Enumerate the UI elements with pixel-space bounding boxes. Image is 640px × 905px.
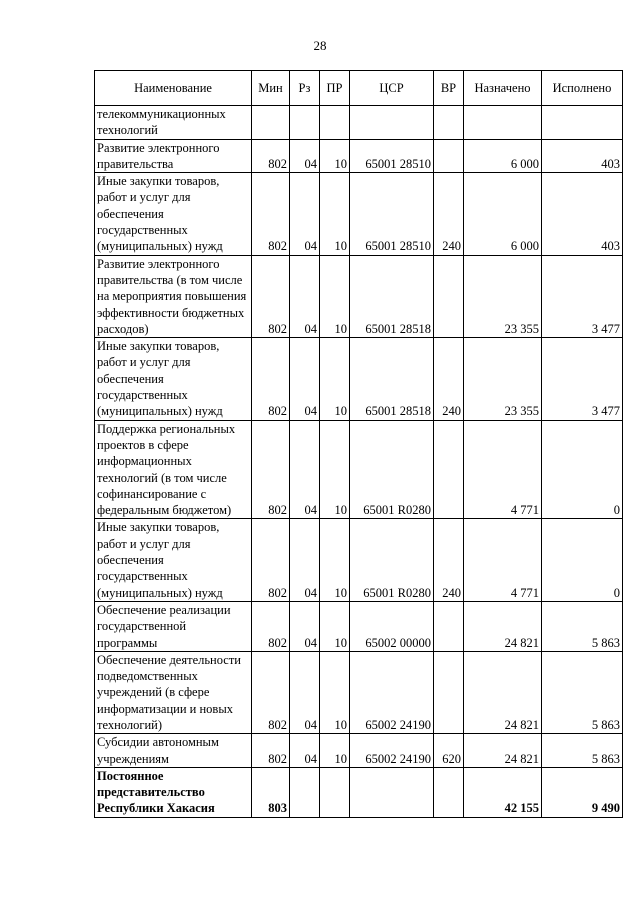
row-pr: 10 bbox=[320, 519, 350, 601]
row-rz: 04 bbox=[290, 420, 320, 519]
row-vr: 620 bbox=[434, 734, 464, 768]
row-rz: 04 bbox=[290, 255, 320, 337]
row-pr: 10 bbox=[320, 601, 350, 651]
row-vr bbox=[434, 601, 464, 651]
row-assigned bbox=[464, 106, 542, 140]
row-csr: 65001 28518 bbox=[350, 338, 434, 420]
row-pr: 10 bbox=[320, 651, 350, 733]
table-row bbox=[95, 519, 623, 601]
row-min: 802 bbox=[252, 651, 290, 733]
row-name: Иные закупки товаров, работ и услуг для обеспечения государственных (муниципальных) нужд bbox=[95, 338, 252, 420]
row-pr: 10 bbox=[320, 420, 350, 519]
row-min: 802 bbox=[252, 601, 290, 651]
row-min: 803 bbox=[252, 767, 290, 817]
table-row bbox=[95, 651, 623, 733]
row-rz: 04 bbox=[290, 601, 320, 651]
table-row bbox=[95, 106, 623, 140]
row-executed: 9 490 bbox=[542, 767, 623, 817]
row-name: Иные закупки товаров, работ и услуг для обеспечения государственных (муниципальных) нужд bbox=[95, 519, 252, 601]
row-csr: 65001 28510 bbox=[350, 173, 434, 255]
table-row-total bbox=[95, 767, 623, 817]
table-row bbox=[95, 255, 623, 337]
row-rz: 04 bbox=[290, 734, 320, 768]
row-rz: 04 bbox=[290, 519, 320, 601]
row-name: Развитие электронного правительства bbox=[95, 139, 252, 173]
row-executed: 5 863 bbox=[542, 734, 623, 768]
row-rz: 04 bbox=[290, 139, 320, 173]
table-row bbox=[95, 601, 623, 651]
row-executed: 403 bbox=[542, 139, 623, 173]
row-name: Субсидии автономным учреждениям bbox=[95, 734, 252, 768]
table-row bbox=[95, 420, 623, 519]
row-min: 802 bbox=[252, 338, 290, 420]
row-name: Обеспечение реализации государственной программы bbox=[95, 601, 252, 651]
header-csr: ЦСР bbox=[350, 71, 434, 106]
row-assigned: 24 821 bbox=[464, 734, 542, 768]
row-pr bbox=[320, 767, 350, 817]
table-row bbox=[95, 173, 623, 255]
row-name: Иные закупки товаров, работ и услуг для обеспечения государственных (муниципальных) нужд bbox=[95, 173, 252, 255]
row-vr bbox=[434, 106, 464, 140]
row-assigned: 42 155 bbox=[464, 767, 542, 817]
row-vr bbox=[434, 767, 464, 817]
row-assigned: 6 000 bbox=[464, 173, 542, 255]
row-name: Постоянное представительство Республики Хакасия bbox=[95, 767, 252, 817]
row-csr: 65001 28518 bbox=[350, 255, 434, 337]
budget-table bbox=[94, 70, 623, 818]
row-csr bbox=[350, 767, 434, 817]
row-assigned: 23 355 bbox=[464, 255, 542, 337]
row-vr bbox=[434, 651, 464, 733]
row-executed: 403 bbox=[542, 173, 623, 255]
row-executed: 0 bbox=[542, 519, 623, 601]
row-rz: 04 bbox=[290, 338, 320, 420]
header-assigned: Назначено bbox=[464, 71, 542, 106]
row-csr: 65002 00000 bbox=[350, 601, 434, 651]
row-csr bbox=[350, 106, 434, 140]
header-vr: ВР bbox=[434, 71, 464, 106]
table-row bbox=[95, 338, 623, 420]
row-csr: 65001 R0280 bbox=[350, 420, 434, 519]
row-pr: 10 bbox=[320, 139, 350, 173]
row-min: 802 bbox=[252, 255, 290, 337]
row-rz: 04 bbox=[290, 651, 320, 733]
row-assigned: 4 771 bbox=[464, 420, 542, 519]
row-min: 802 bbox=[252, 420, 290, 519]
row-name: Развитие электронного правительства (в том числе на мероприятия повышения эффективности бюджетных расходов) bbox=[95, 255, 252, 337]
row-vr: 240 bbox=[434, 519, 464, 601]
header-rz: Рз bbox=[290, 71, 320, 106]
row-pr: 10 bbox=[320, 255, 350, 337]
row-vr: 240 bbox=[434, 173, 464, 255]
row-executed: 3 477 bbox=[542, 338, 623, 420]
header-executed: Исполнено bbox=[542, 71, 623, 106]
row-min: 802 bbox=[252, 139, 290, 173]
row-pr: 10 bbox=[320, 173, 350, 255]
row-min: 802 bbox=[252, 734, 290, 768]
row-assigned: 23 355 bbox=[464, 338, 542, 420]
table-row bbox=[95, 734, 623, 768]
row-assigned: 24 821 bbox=[464, 651, 542, 733]
row-name: телекоммуникационных технологий bbox=[95, 106, 252, 140]
header-min: Мин bbox=[252, 71, 290, 106]
row-csr: 65002 24190 bbox=[350, 734, 434, 768]
row-executed: 0 bbox=[542, 420, 623, 519]
table-header-row bbox=[95, 71, 623, 106]
row-pr: 10 bbox=[320, 338, 350, 420]
row-executed: 5 863 bbox=[542, 651, 623, 733]
row-csr: 65002 24190 bbox=[350, 651, 434, 733]
row-name: Обеспечение деятельности подведомственных учреждений (в сфере информатизации и новых технологий) bbox=[95, 651, 252, 733]
row-csr: 65001 28510 bbox=[350, 139, 434, 173]
row-csr: 65001 R0280 bbox=[350, 519, 434, 601]
row-min: 802 bbox=[252, 173, 290, 255]
row-assigned: 6 000 bbox=[464, 139, 542, 173]
row-executed: 3 477 bbox=[542, 255, 623, 337]
header-pr: ПР bbox=[320, 71, 350, 106]
row-min: 802 bbox=[252, 519, 290, 601]
row-rz: 04 bbox=[290, 173, 320, 255]
table-row bbox=[95, 139, 623, 173]
row-executed: 5 863 bbox=[542, 601, 623, 651]
row-vr: 240 bbox=[434, 338, 464, 420]
header-name: Наименование bbox=[95, 71, 252, 106]
row-vr bbox=[434, 139, 464, 173]
row-rz bbox=[290, 106, 320, 140]
row-assigned: 4 771 bbox=[464, 519, 542, 601]
row-executed bbox=[542, 106, 623, 140]
row-pr: 10 bbox=[320, 734, 350, 768]
row-assigned: 24 821 bbox=[464, 601, 542, 651]
page-number: 28 bbox=[313, 38, 327, 53]
row-rz bbox=[290, 767, 320, 817]
row-pr bbox=[320, 106, 350, 140]
row-vr bbox=[434, 255, 464, 337]
row-vr bbox=[434, 420, 464, 519]
row-name: Поддержка региональных проектов в сфере информационных технологий (в том числе софинансирование с федеральным бюджетом) bbox=[95, 420, 252, 519]
row-min bbox=[252, 106, 290, 140]
